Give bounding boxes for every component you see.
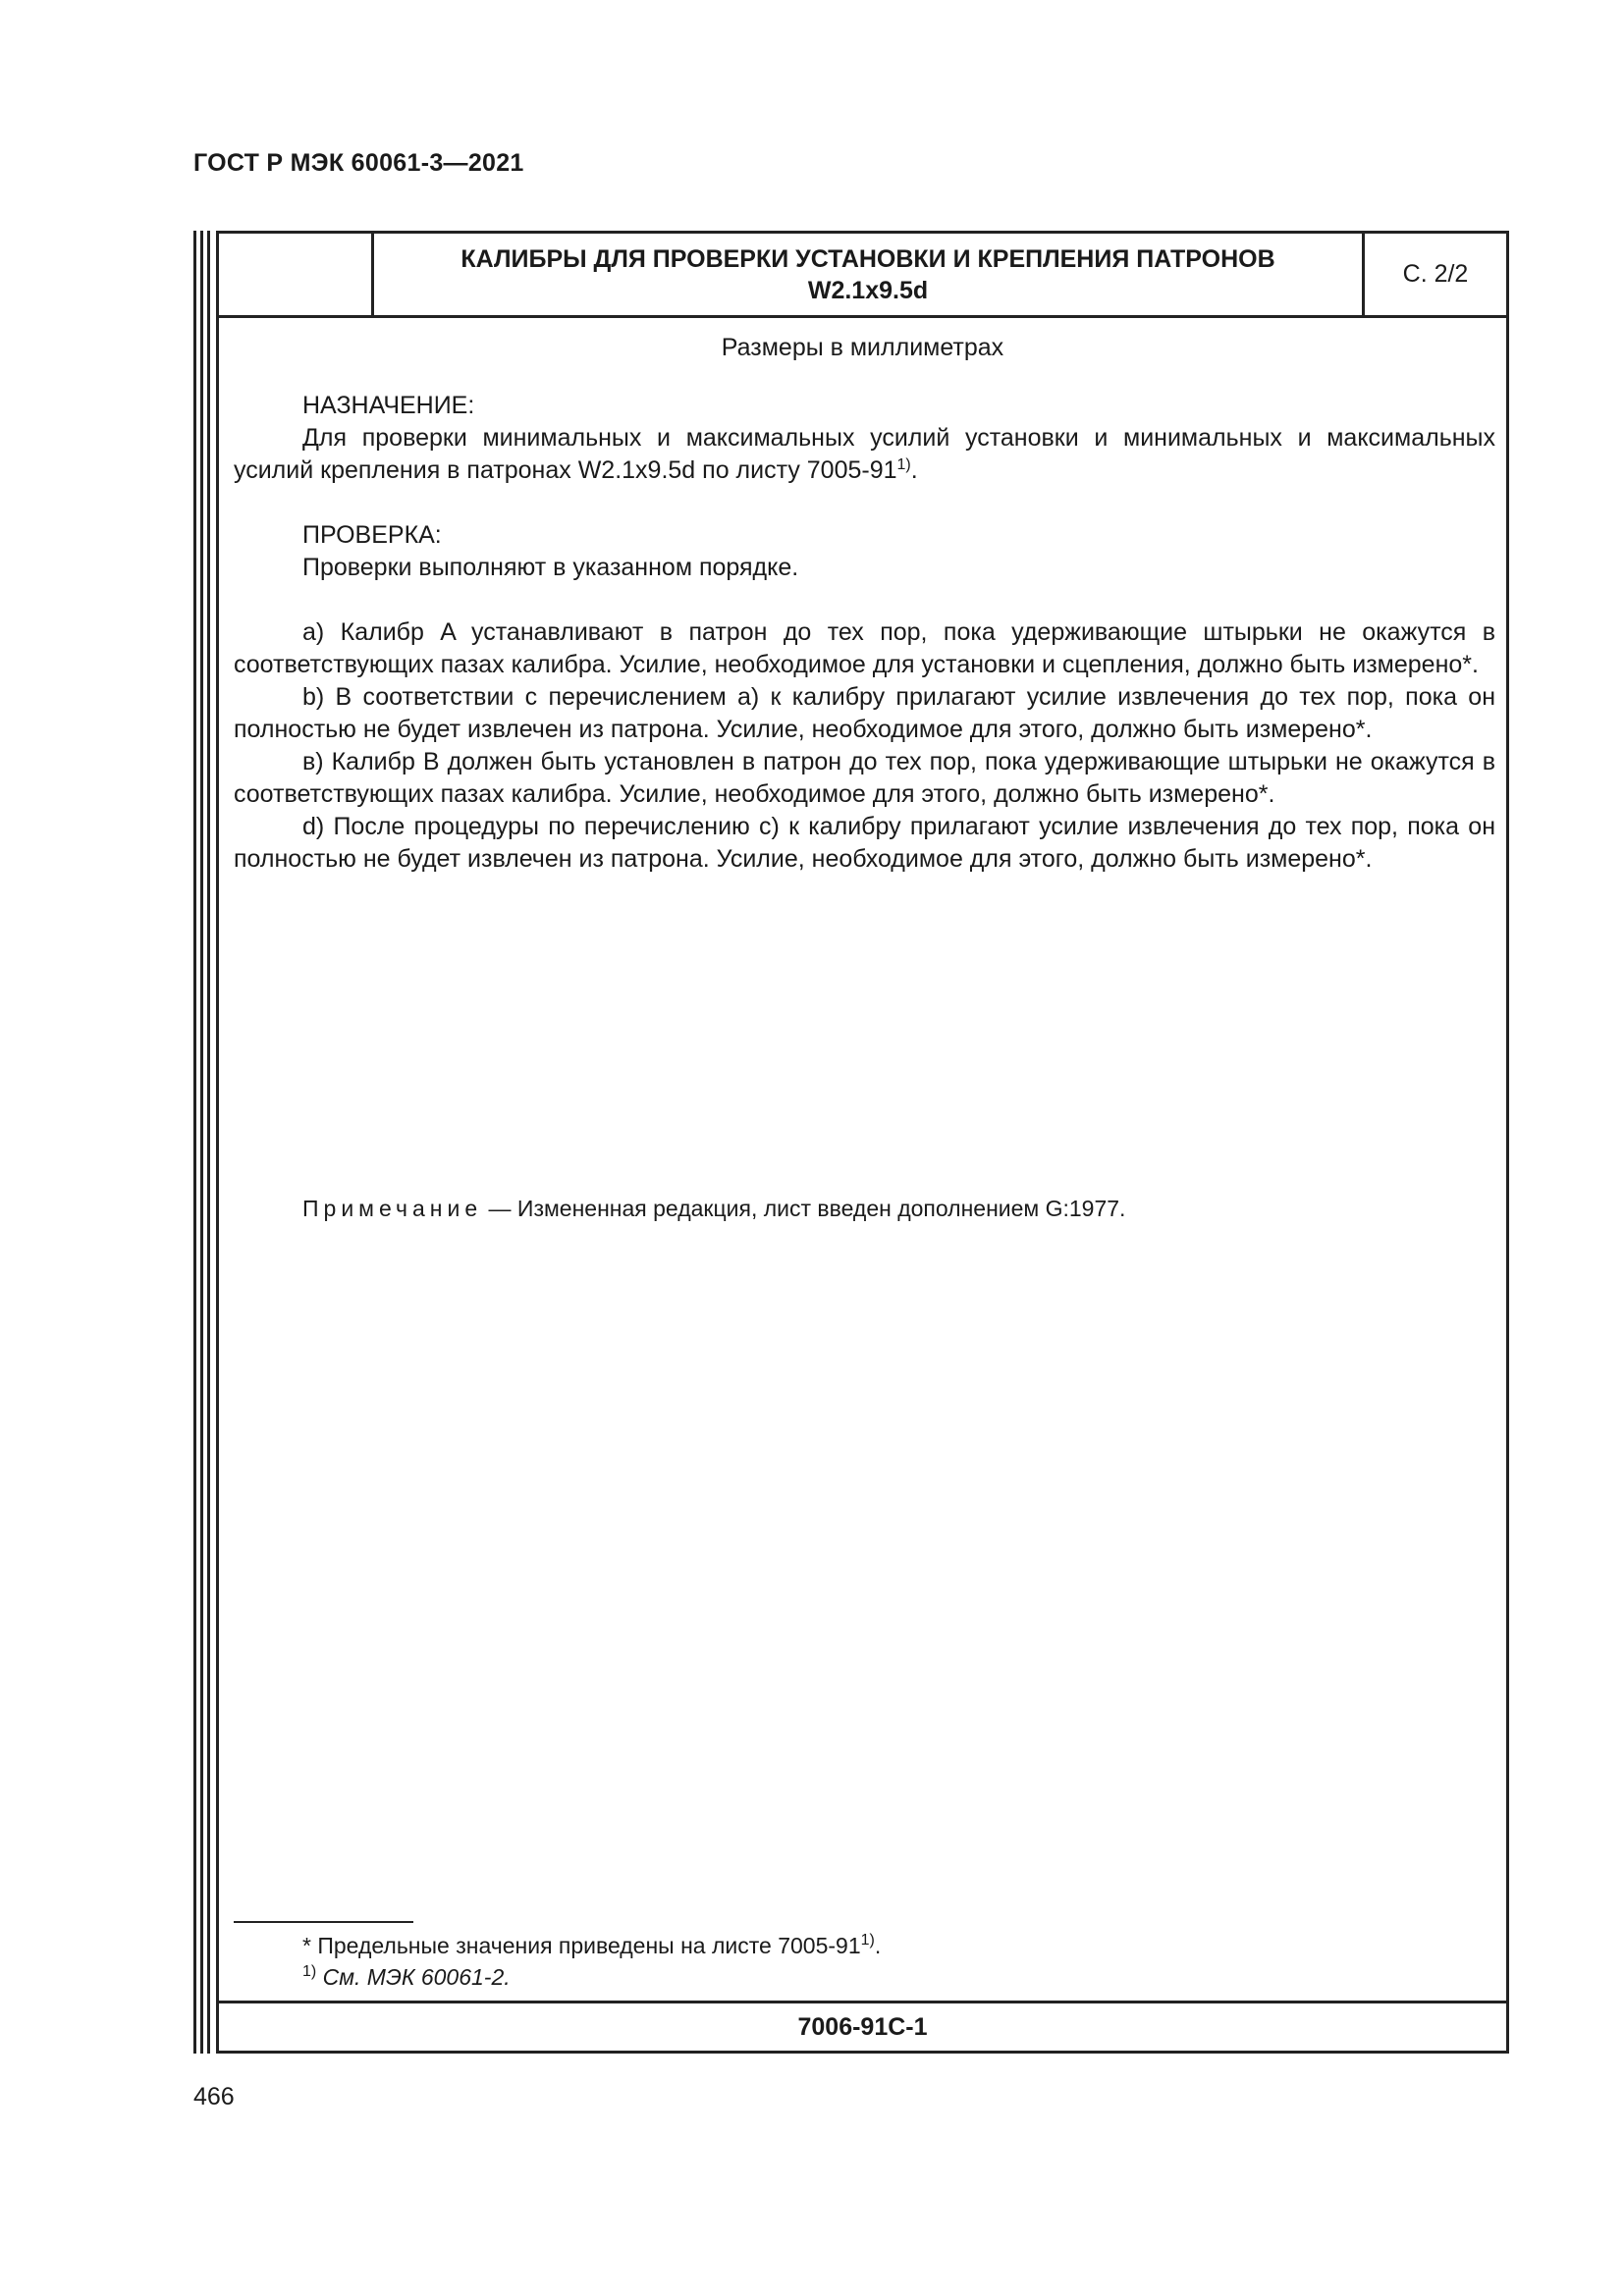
page-number: 466 [193,2083,235,2110]
binding-rule [200,231,203,2054]
footnote-reference-text: См. МЭК 60061-2. [316,1964,511,1990]
footnote-limits-text: * Предельные значения приведены на листе 7005-91 [302,1933,861,1958]
binding-rule [193,231,196,2054]
note [302,1196,1125,1222]
footnote-reference [302,1961,881,1993]
purpose-text [234,422,1495,487]
check-intro: Проверки выполняют в указанном порядке. [302,554,799,581]
note-label: Примечание [302,1196,483,1221]
sheet-title-line1: КАЛИБРЫ ДЛЯ ПРОВЕРКИ УСТАНОВКИ И КРЕПЛЕНИЯ ПАТРОНОВ [460,244,1275,273]
binding-rule [207,231,210,2054]
units-caption: Размеры в миллиметрах [721,334,1004,361]
check-step: в) Калибр В должен быть установлен в патрон до тех пор, пока удерживающие штырьки не окажутся в соответствующих пазах калибра. Усилие, необходимое для этого, должно быть измерено*. [234,748,1495,808]
sheet-frame [216,231,1509,2054]
check-steps [234,616,1495,876]
check-step: d) После процедуры по перечислению с) к калибру прилагают усилие извлечения до тех пор, пока он полностью не будет извлечен из патрона. Усилие, необходимое для этого, должно быть измерено*. [234,813,1495,873]
sheet-title-line2: W2.1x9.5d [807,276,929,304]
purpose-end: . [910,456,918,484]
purpose-footnote-ref: 1) [896,456,911,473]
footnote-limits-ref: 1) [860,1932,875,1949]
check-section [234,519,1495,584]
purpose-body: Для проверки минимальных и максимальных усилий установки и минимальных и максимальных усилий крепления в патронах W2.1x9.5d по листу 7005-91 [234,424,1495,484]
check-step: b) В соответствии с перечислением а) к калибру прилагают усилие извлечения до тех пор, пока он полностью не будет извлечен из патрона. Усилие, необходимое для этого, должно быть измерено*. [234,683,1495,743]
purpose-heading: НАЗНАЧЕНИЕ: [302,392,475,419]
footnote-separator [234,1921,413,1923]
check-heading: ПРОВЕРКА: [302,521,442,549]
footnote-reference-mark: 1) [302,1963,317,1980]
sheet-number: 7006-91C-1 [219,2001,1506,2051]
footnote-limits-end: . [874,1933,882,1958]
footnotes [302,1930,881,1993]
document-header: ГОСТ Р МЭК 60061-3—2021 [193,149,524,177]
note-text: — Измененная редакция, лист введен дополнением G:1977. [482,1196,1126,1221]
title-row [219,234,1506,318]
sheet-page-ref: С. 2/2 [1402,260,1469,288]
sheet-title [371,234,1365,315]
check-step: а) Калибр A устанавливают в патрон до тех пор, пока удерживающие штырьки не окажутся в соответствующих пазах калибра. Усилие, необходимое для установки и сцепления, должно быть измерено*. [234,618,1495,678]
footnote-limits [302,1930,881,1961]
purpose-section [234,390,1495,487]
